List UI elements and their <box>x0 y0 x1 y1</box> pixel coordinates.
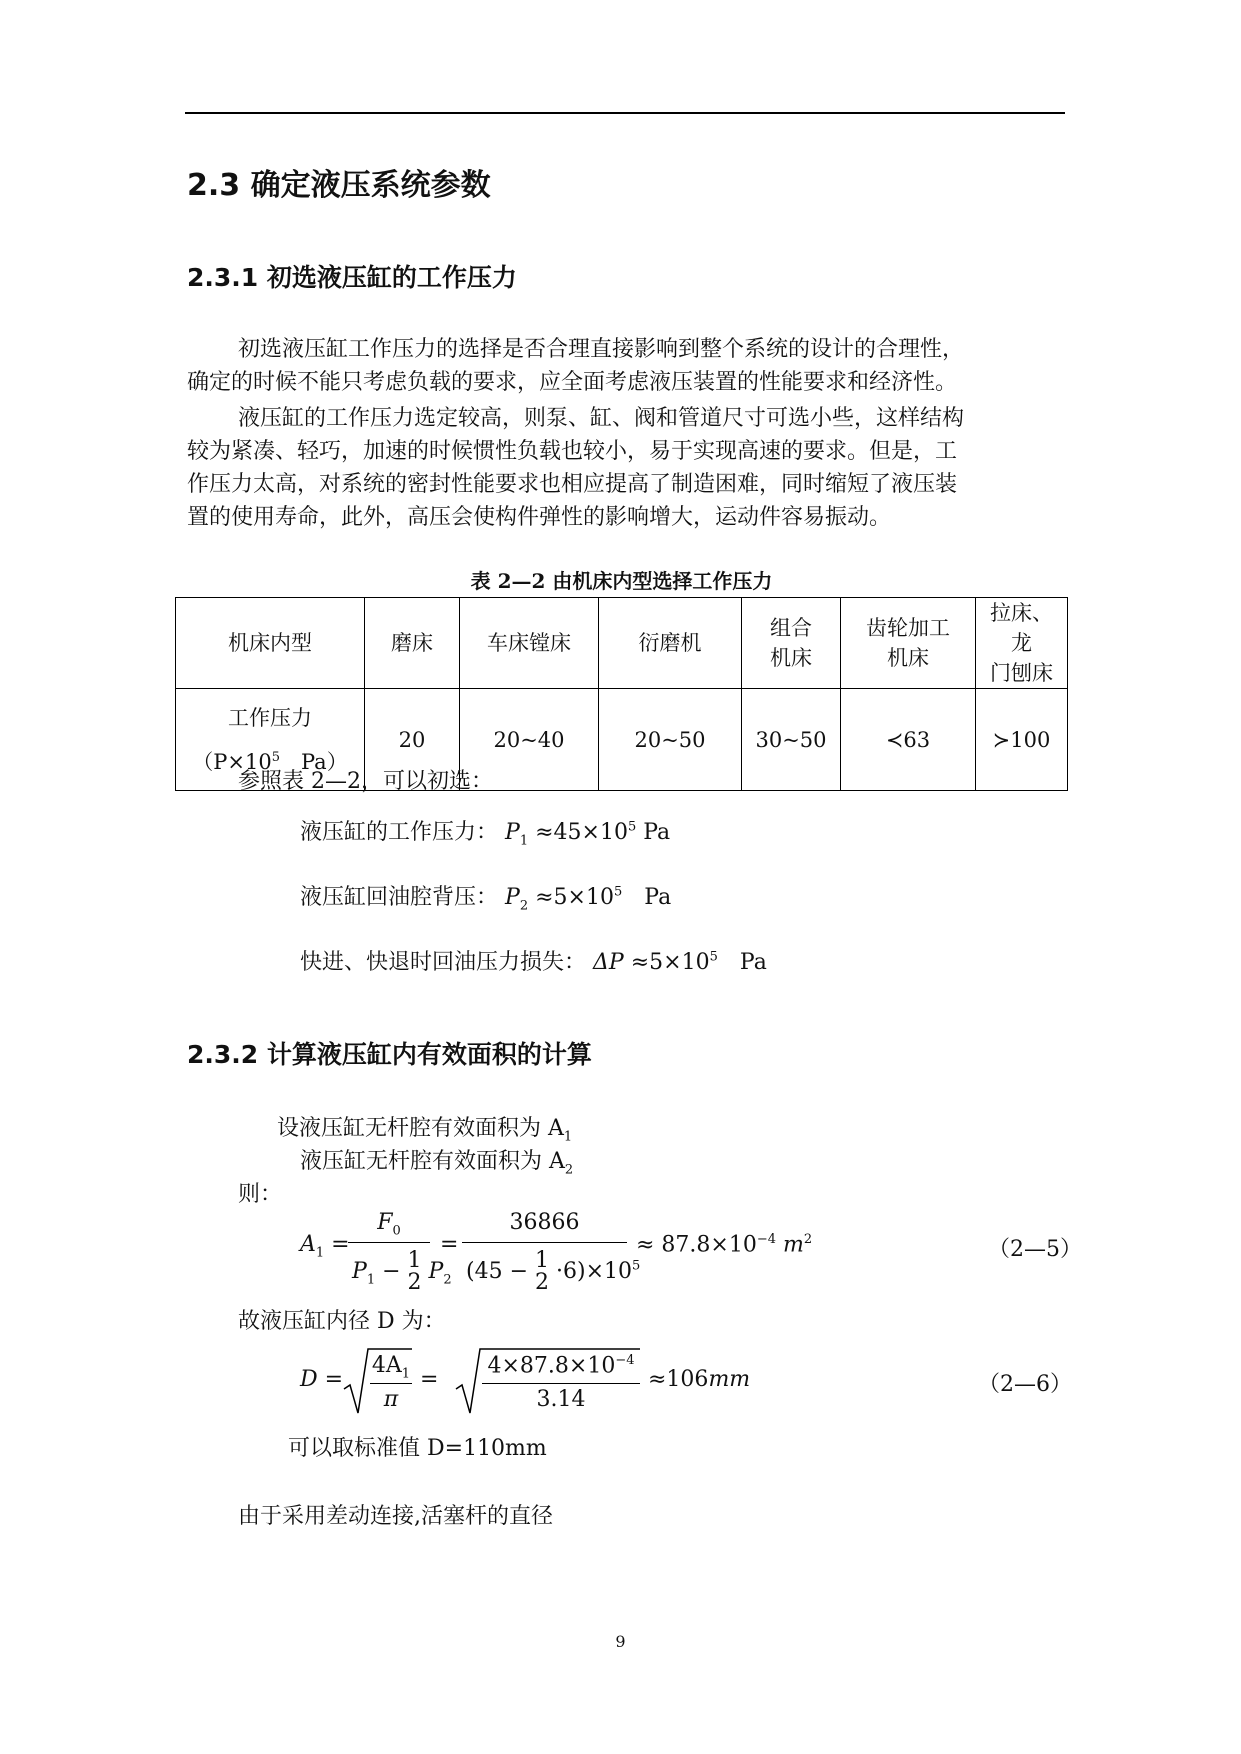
p1-unit: Pa <box>636 820 671 845</box>
subsection-title-2-3-2: 2.3.2 计算液压缸内有效面积的计算 <box>187 1040 592 1069</box>
p2-value: 5×10 <box>553 885 614 910</box>
table-cell: ≻100 <box>976 689 1068 791</box>
p2-relation: ≈ <box>535 885 554 910</box>
p1-subscript: 1 <box>519 833 529 849</box>
eq6-result: ≈106mm <box>648 1367 751 1392</box>
table-header-cell: 组合 机床 <box>742 598 841 689</box>
dp-line <box>300 945 767 976</box>
p1-relation: ≈ <box>535 820 554 845</box>
eq5-lhs: $A_1$ = <box>300 1232 350 1261</box>
pressure-table <box>175 597 1068 791</box>
header-rule <box>185 112 1065 114</box>
p2-symbol: P <box>505 885 520 910</box>
eq6-rad1-fraction-bar <box>370 1383 412 1384</box>
equation-2-6 <box>300 1345 1060 1425</box>
eq5-result: ≈ $87.8\times 10^{-4}$ $m^2$ <box>636 1232 813 1258</box>
paragraph-2-line-1: 液压缸的工作压力选定较高，则泵、缸、阀和管道尺寸可选小些，这样结构 <box>238 406 965 431</box>
piston-rod-text: 由于采用差动连接,活塞杆的直径 <box>238 1504 553 1529</box>
table-cell: 20 <box>365 689 460 791</box>
eq6-rad2-numerator: $4\times 87.8\times 10^{-4}$ <box>487 1353 635 1379</box>
p2-line <box>300 880 671 913</box>
p2-exponent: 5 <box>613 884 623 900</box>
then-text: 则： <box>238 1182 283 1207</box>
eq6-rad2-denominator: 3.14 <box>536 1387 586 1412</box>
eq5-denominator-2: (45 − 1 $2 \cdot 6)\times 10^5$ <box>466 1248 641 1295</box>
table-caption: 表 2—2 由机床内型选择工作压力 <box>470 569 773 593</box>
table-header-cell: 机床内型 <box>176 598 365 689</box>
eq5-fraction-bar-2 <box>462 1242 627 1243</box>
table-row-label: 工作压力 （$P\times 10^5$ Pa） <box>176 689 365 791</box>
equation-number-2-6: （2—6） <box>978 1372 1072 1397</box>
table-header-cell: 拉床、龙 门刨床 <box>976 598 1068 689</box>
table-cell: 30~50 <box>742 689 841 791</box>
p1-label: 液压缸的工作压力： <box>300 820 499 845</box>
table-header-cell: 车床镗床 <box>460 598 599 689</box>
eq6-lhs: D = <box>300 1367 344 1392</box>
table-cell: 20~40 <box>460 689 599 791</box>
dp-label: 快进、快退时回油压力损失： <box>300 950 587 975</box>
eq5-half-2: 1 2 <box>535 1248 550 1295</box>
p2-label: 液压缸回油腔背压： <box>300 885 499 910</box>
p1-exponent: 5 <box>627 819 637 835</box>
table-cell: ≺63 <box>841 689 976 791</box>
eq5-equals-2: = <box>440 1232 459 1257</box>
area-a1-text: 设液压缸无杆腔有效面积为 $A_1$ <box>277 1116 573 1145</box>
table-header-cell: 齿轮加工 机床 <box>841 598 976 689</box>
page-number: 9 <box>615 1632 626 1651</box>
subsection-title-2-3-1: 2.3.1 初选液压缸的工作压力 <box>187 263 517 292</box>
eq6-equals-2: = <box>420 1367 439 1392</box>
paragraph-2-line-3: 作压力太高，对系统的密封性能要求也相应提高了制造困难，同时缩短了液压装 <box>187 472 958 497</box>
paragraph-1-line-1: 初选液压缸工作压力的选择是否合理直接影响到整个系统的设计的合理性， <box>238 337 965 362</box>
area-a2-text: 液压缸无杆腔有效面积为 $A_2$ <box>300 1149 574 1178</box>
p2-unit: Pa <box>622 885 672 910</box>
eq5-numerator-2: 36866 <box>509 1210 580 1235</box>
diameter-text: 故液压缸内径 D 为： <box>238 1309 446 1334</box>
dp-unit: Pa <box>717 950 767 975</box>
dp-exponent: 5 <box>709 949 718 965</box>
paragraph-2-line-2: 较为紧凑、轻巧，加速的时候惯性负载也较小，易于实现高速的要求。但是，工 <box>187 439 958 464</box>
eq5-half-1: 1 2 <box>407 1248 422 1295</box>
eq6-rad1-numerator: $4A_1$ <box>371 1353 411 1382</box>
equation-2-5 <box>300 1210 1060 1300</box>
table-cell: 20~50 <box>599 689 742 791</box>
table-header-cell: 磨床 <box>365 598 460 689</box>
eq5-denominator-1: $P_1 - 1$ 2 $P_2$ <box>352 1248 452 1295</box>
paragraph-1-line-2: 确定的时候不能只考虑负载的要求，应全面考虑液压装置的性能要求和经济性。 <box>187 370 958 395</box>
table-header-cell: 衍磨机 <box>599 598 742 689</box>
equation-number-2-5: （2—5） <box>988 1237 1082 1262</box>
eq6-rad1-denominator: π <box>383 1387 399 1412</box>
paragraph-2-line-4: 置的使用寿命，此外，高压会使构件弹性的影响增大，运动件容易振动。 <box>187 505 892 530</box>
dp-value: 5×10 <box>649 950 710 975</box>
eq5-fraction-bar-1 <box>348 1242 430 1243</box>
dp-relation: ≈ <box>630 950 650 975</box>
p2-subscript: 2 <box>519 898 529 914</box>
eq6-rad2-fraction-bar <box>482 1383 640 1384</box>
eq5-numerator-1: $F_0$ <box>377 1210 401 1239</box>
p1-symbol: P <box>505 820 520 845</box>
table-header-row <box>176 598 1068 689</box>
dp-symbol: ΔP <box>593 950 624 975</box>
reference-text: 参照表 2—2，可以初选： <box>238 769 493 794</box>
section-title: 2.3 确定液压系统参数 <box>187 168 491 203</box>
standard-value-text: 可以取标准值 D=110mm <box>288 1436 547 1461</box>
p1-line <box>300 815 670 848</box>
p1-value: 45×10 <box>553 820 628 845</box>
